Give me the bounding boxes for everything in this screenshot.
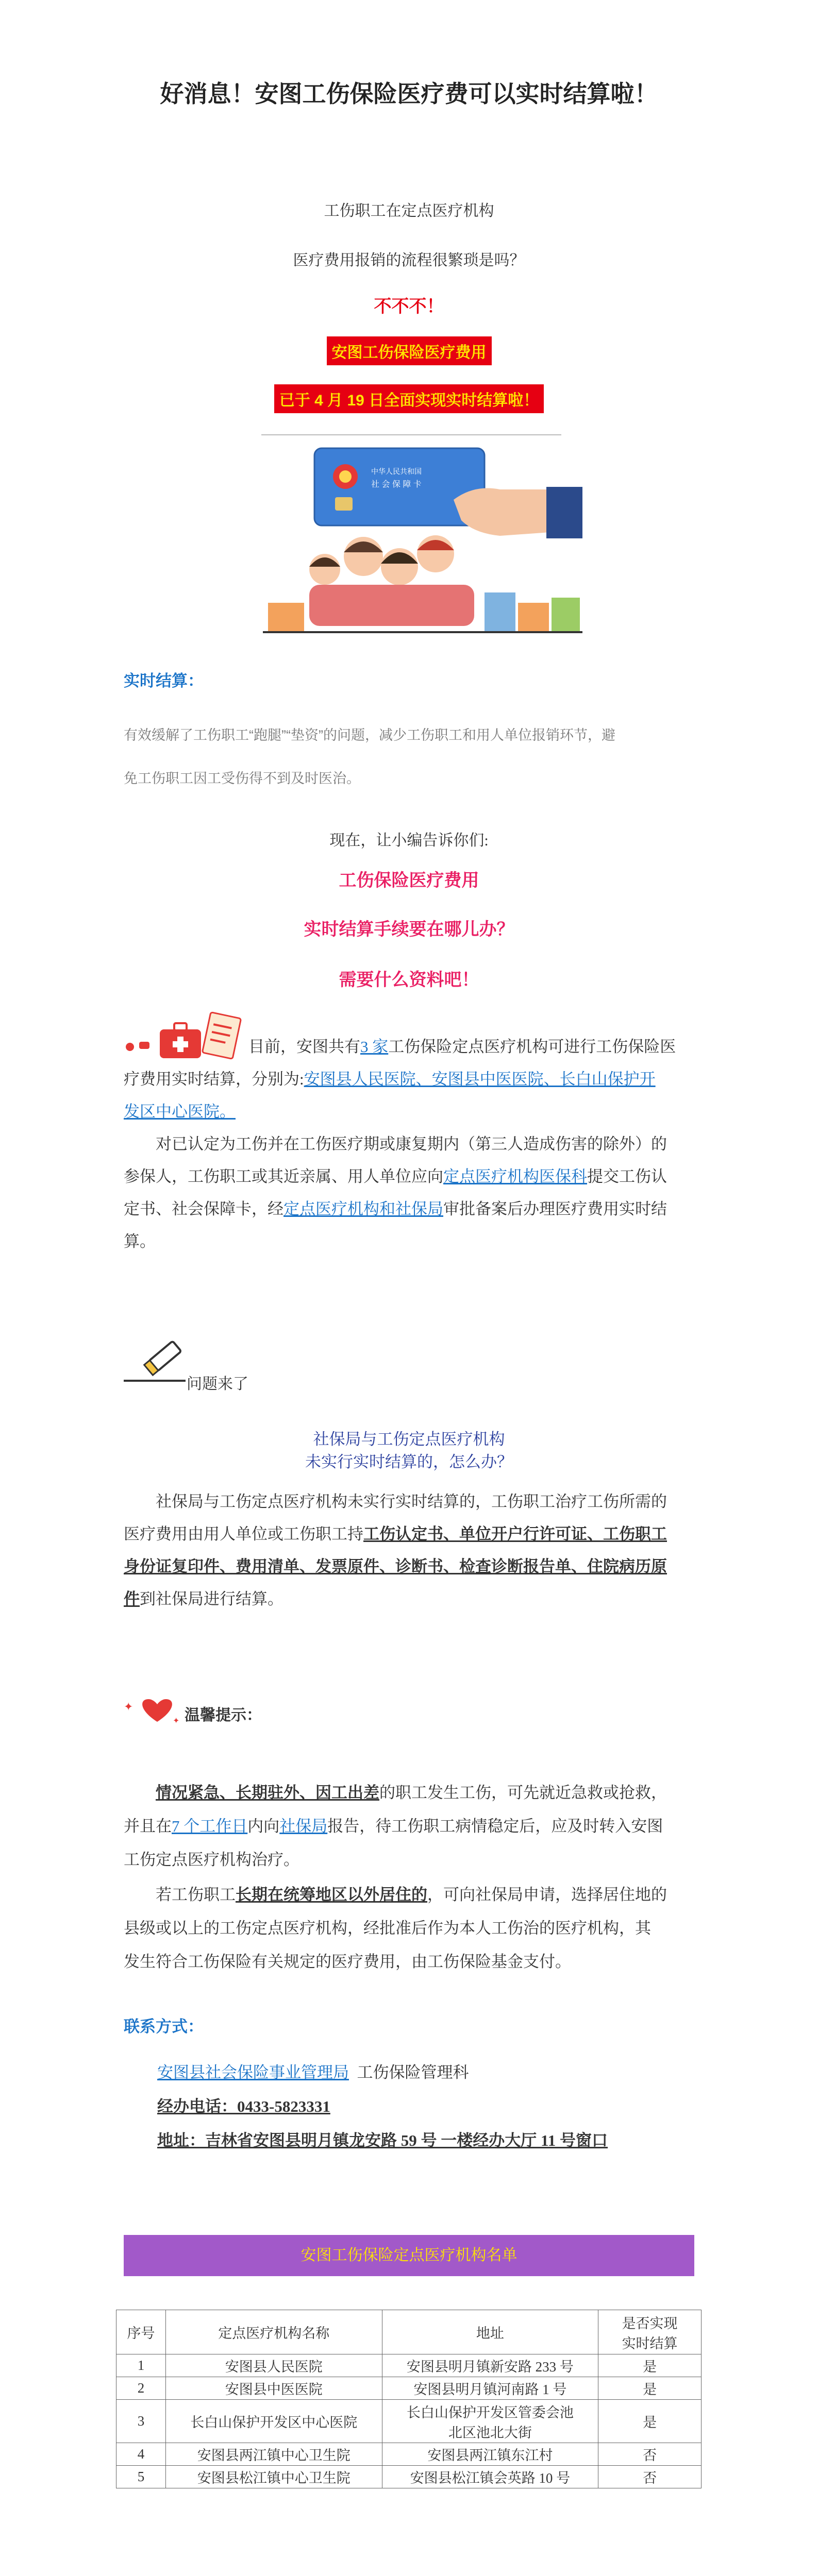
row-no: 5 xyxy=(116,2466,166,2488)
row-addr xyxy=(382,2400,598,2443)
medical-dept-link[interactable]: 定点医疗机构医保科 xyxy=(443,1167,587,1185)
tips-t2-line-2: 县级或以上的工伤定点医疗机构，经批准后作为本人工伤治的医疗机构，其 xyxy=(124,1919,651,1937)
row-no: 2 xyxy=(116,2377,166,2400)
row-no: 1 xyxy=(116,2354,166,2377)
problem-q-1: 社保局与工伤定点医疗机构 xyxy=(313,1430,505,1448)
answer-line-4-suffix: 到社保局进行结算。 xyxy=(140,1590,283,1608)
inst-p2-line-3-suffix: 审批备案后办理医疗费用实时结 xyxy=(443,1200,667,1218)
inst-p1-prefix: 目前，安图共有 xyxy=(248,1038,360,1056)
row-status: 是 xyxy=(598,2354,702,2377)
approval-link[interactable]: 定点医疗机构和社保局 xyxy=(283,1200,443,1218)
table-row xyxy=(116,2400,702,2443)
row-status: 是 xyxy=(598,2377,702,2400)
svg-text:✦: ✦ xyxy=(173,1716,180,1725)
org-dept: 工伤保险管理科 xyxy=(357,2063,469,2081)
illustration-svg xyxy=(258,438,588,649)
tips-para-1 xyxy=(124,1776,702,1876)
tips-t1-line-3: 工伤定点医疗机构治疗。 xyxy=(124,1851,299,1869)
banner-1-wrap xyxy=(0,336,818,365)
inst-p2-line-1: 对已认定为工伤并在工伤医疗期或康复期内（第三人造成伤害的除外）的 xyxy=(156,1135,667,1153)
answer-line-1: 社保局与工伤定点医疗机构未实行实时结算的，工伤职工治疗工伤所需的 xyxy=(156,1493,667,1511)
header-status-1: 是否实现 xyxy=(622,2315,678,2331)
row-name: 安图县两江镇中心卫生院 xyxy=(165,2443,382,2466)
problem-question xyxy=(0,1428,818,1473)
inst-count-link[interactable]: 3 家 xyxy=(360,1038,389,1056)
editor-red-1: 工伤保险医疗费用 xyxy=(339,871,479,890)
tips-t1-line2-suffix: 报告，待工伤职工病情稳定后，应及时转入安图 xyxy=(327,1817,663,1835)
table-row xyxy=(116,2443,702,2466)
heart-icon xyxy=(124,1695,180,1726)
group-bodies xyxy=(309,585,474,626)
answer-line-2-prefix: 医疗费用由用人单位或工伤职工持 xyxy=(124,1525,363,1543)
org-link[interactable]: 安图县社会保险事业管理局 xyxy=(157,2063,349,2081)
row-status: 否 xyxy=(598,2443,702,2466)
row-addr: 安图县明月镇新安路 233 号 xyxy=(382,2354,598,2377)
contact-block xyxy=(157,2056,608,2158)
row-addr: 安图县两江镇东江村 xyxy=(382,2443,598,2466)
answer-docs-3: 件 xyxy=(124,1590,140,1608)
medical-kit-icon xyxy=(124,1005,247,1061)
banner-2: 已于 4 月 19 日全面实现实时结算啦！ xyxy=(274,384,544,413)
building-icon xyxy=(268,603,304,631)
contact-address: 地址：吉林省安图县明月镇龙安路 59 号 一楼经办大厅 11 号窗口 xyxy=(157,2131,608,2149)
row-no: 4 xyxy=(116,2443,166,2466)
institutions-para-2 xyxy=(124,1128,702,1258)
table-title-bar: 安图工伤保险定点医疗机构名单 xyxy=(124,2235,694,2276)
pencil-icon xyxy=(124,1334,186,1386)
workdays-link[interactable]: 7 个工作日 xyxy=(172,1817,248,1835)
problem-answer xyxy=(124,1485,702,1615)
tips-t1-line2-prefix: 并且在 xyxy=(124,1817,172,1835)
table-row xyxy=(116,2377,702,2400)
table-row xyxy=(116,2354,702,2377)
editor-line: 现在，让小编告诉你们: xyxy=(329,832,489,849)
contact-heading: 联系方式： xyxy=(124,2018,204,2036)
tips-label: 温馨提示： xyxy=(185,1707,262,1724)
tips-t2-prefix: 若工伤职工 xyxy=(156,1886,236,1904)
hospital-list-link-2[interactable]: 发区中心医院。 xyxy=(124,1103,236,1121)
chip-icon xyxy=(335,497,353,511)
realtime-paragraph xyxy=(124,714,696,800)
separator xyxy=(261,434,561,435)
problem-label: 问题来了 xyxy=(187,1376,248,1393)
row-status: 是 xyxy=(598,2400,702,2443)
tips-t2-underline: 长期在统筹地区以外居住的 xyxy=(236,1886,427,1904)
row-addr-line-2: 北区池北大街 xyxy=(448,2425,532,2441)
tips-para-2 xyxy=(124,1878,702,1978)
row-addr: 安图县明月镇河南路 1 号 xyxy=(382,2377,598,2400)
hospital-list-link[interactable]: 安图县人民医院、安图县中医医院、长白山保护开 xyxy=(304,1070,656,1088)
realtime-line-2: 免工伤职工因工受伤得不到及时医治。 xyxy=(124,771,360,786)
tips-t2-line-3: 发生符合工伤保险有关规定的医疗费用，由工伤保险基金支付。 xyxy=(124,1953,571,1971)
table-header-row xyxy=(116,2310,702,2354)
row-name: 安图县中医医院 xyxy=(165,2377,382,2400)
header-name: 定点医疗机构名称 xyxy=(165,2310,382,2354)
institutions-para-1-line-1 xyxy=(248,1030,702,1063)
row-status: 否 xyxy=(598,2466,702,2488)
inst-p2-line-3-prefix: 定书、社会保障卡，经 xyxy=(124,1200,283,1218)
tips-t1-bold: 情况紧急、长期驻外、因工出差 xyxy=(156,1784,379,1802)
inst-p1-mid: 工伤保险定点医疗机构可进行工伤保险医 xyxy=(388,1038,676,1056)
editor-red-2: 实时结算手续要在哪儿办？ xyxy=(304,920,514,939)
header-no: 序号 xyxy=(116,2310,166,2354)
realtime-line-1: 有效缓解了工伤职工“跑腿”“垫资”的问题，减少工伤职工和用人单位报销环节，避 xyxy=(124,727,615,743)
row-addr: 安图县松江镇会英路 10 号 xyxy=(382,2466,598,2488)
answer-docs-2: 身份证复印件、费用清单、发票原件、诊断书、检查诊断报告单、住院病历原 xyxy=(124,1557,667,1575)
inst-p2-line-4: 算。 xyxy=(124,1232,156,1250)
row-addr-line-1: 长白山保护开发区管委会池 xyxy=(406,2404,574,2420)
banner-2-wrap xyxy=(0,384,818,413)
header-status-2: 实时结算 xyxy=(622,2335,678,2351)
row-name: 安图县人民医院 xyxy=(165,2354,382,2377)
no-text: 不不不！ xyxy=(374,297,444,316)
header-addr: 地址 xyxy=(382,2310,598,2354)
editor-red-3: 需要什么资料吧！ xyxy=(339,970,479,990)
social-security-card-illustration xyxy=(258,438,588,649)
ground-line xyxy=(263,631,582,633)
contact-phone: 经办电话：0433-5823331 xyxy=(157,2097,330,2115)
building-icon xyxy=(485,592,515,631)
tips-t2-suffix: ，可向社保局申请，选择居住地的 xyxy=(427,1886,667,1904)
social-security-link[interactable]: 社保局 xyxy=(279,1817,328,1835)
inst-p1-line2-prefix: 疗费用实时结算，分别为: xyxy=(124,1070,304,1088)
inst-p2-line-2-suffix: 提交工伤认 xyxy=(587,1167,667,1185)
institutions-para-1-rest xyxy=(124,1063,702,1128)
sleeve-icon xyxy=(546,487,582,538)
banner-1: 安图工伤保险医疗费用 xyxy=(327,336,492,365)
tips-t1-line2-mid: 内向 xyxy=(247,1817,280,1835)
answer-docs-1: 工伤认定书、单位开户行许可证、工伤职工 xyxy=(363,1525,667,1543)
row-no: 3 xyxy=(116,2400,166,2443)
problem-q-2: 未实行实时结算的，怎么办？ xyxy=(305,1453,513,1471)
building-icon xyxy=(518,603,549,631)
page-title: 好消息！安图工伤保险医疗费可以实时结算啦！ xyxy=(160,80,658,107)
tips-t1-suffix: 的职工发生工伤，可先就近急救或抢救， xyxy=(379,1784,667,1802)
realtime-heading: 实时结算： xyxy=(124,672,204,690)
inst-p2-line-2: 参保人，工伤职工或其近亲属、用人单位应向 xyxy=(124,1167,443,1185)
card-line-2: 社 会 保 障 卡 xyxy=(371,480,422,489)
building-icon xyxy=(552,598,580,631)
institution-table-wrap xyxy=(116,2310,702,2488)
row-name: 安图县松江镇中心卫生院 xyxy=(165,2466,382,2488)
card-line-1: 中华人民共和国 xyxy=(371,467,422,476)
intro-line-1: 工伤职工在定点医疗机构 xyxy=(324,202,494,219)
header-status xyxy=(598,2310,702,2354)
table-row xyxy=(116,2466,702,2488)
institution-table xyxy=(116,2310,702,2488)
intro-line-2: 医疗费用报销的流程很繁琐是吗？ xyxy=(293,252,525,269)
row-name: 长白山保护开发区中心医院 xyxy=(165,2400,382,2443)
svg-text:✦: ✦ xyxy=(124,1701,133,1714)
